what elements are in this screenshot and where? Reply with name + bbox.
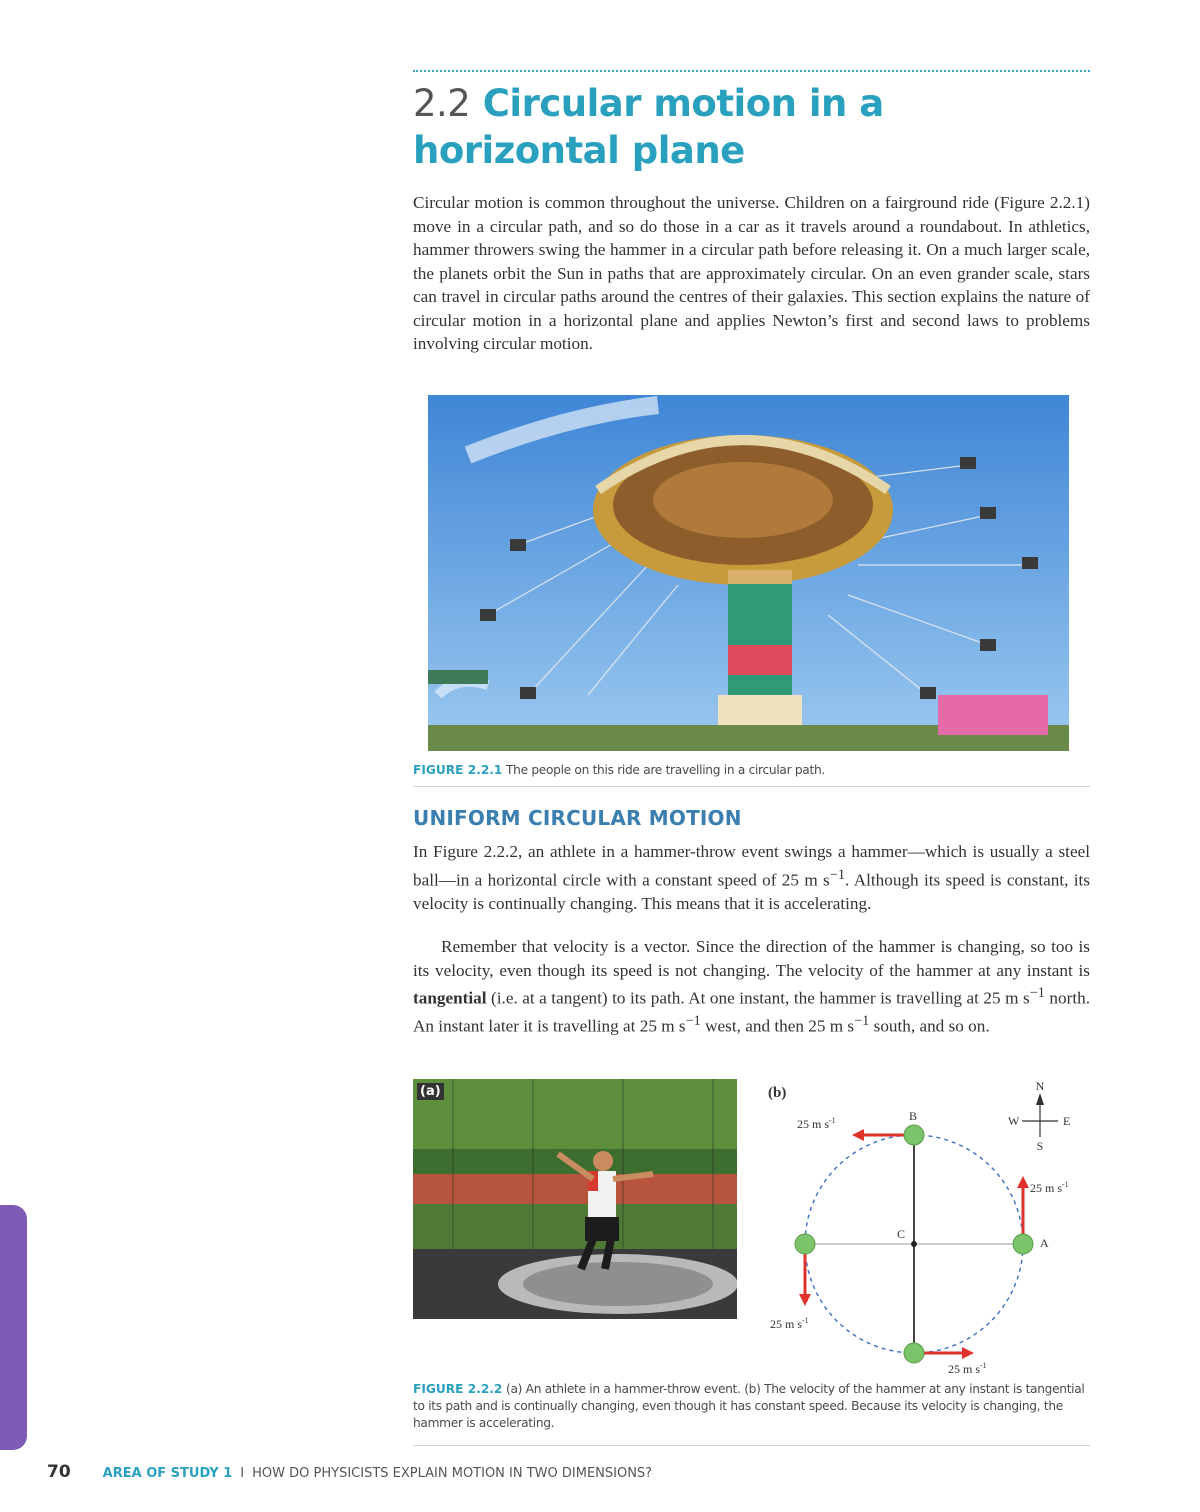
p2-sup-1: −1 bbox=[1029, 985, 1045, 1001]
ride-photo-illustration bbox=[428, 395, 1069, 751]
section-title-text: Circular motion in a horizontal plane bbox=[413, 82, 884, 172]
title-top-rule bbox=[413, 70, 1090, 72]
figure-2-caption-text: (a) An athlete in a hammer-throw event. (b) The velocity of the hammer at any instant is tangential to its path and is continually changing, even though it has constant speed. Because its velocity is changing, the hammer is accelerating. bbox=[413, 1382, 1085, 1430]
figure-1-caption bbox=[413, 762, 1090, 779]
figure-1-caption-text: The people on this ride are travelling in a circular path. bbox=[506, 763, 825, 777]
compass-east-label: E bbox=[1063, 1114, 1071, 1128]
compass-north-label: N bbox=[1035, 1079, 1045, 1093]
hammer-ball-a bbox=[1013, 1234, 1033, 1254]
velocity-arrow-west bbox=[852, 1129, 910, 1141]
ride-photo bbox=[428, 395, 1069, 751]
speed-label-north: 25 m $s^{-1}$ bbox=[1030, 1180, 1069, 1195]
caption-rule-2 bbox=[413, 1445, 1090, 1446]
footer-question: HOW DO PHYSICISTS EXPLAIN MOTION IN TWO DIMENSIONS? bbox=[252, 1466, 653, 1481]
point-a-label: A bbox=[1040, 1236, 1049, 1250]
p1-text-a: In Figure 2.2.2, an athlete in a hammer-throw event swings a hammer—which is usually a steel ball—in a horizontal circle with a constant speed of 25 m s bbox=[413, 842, 1090, 890]
p2-sup-3: −1 bbox=[854, 1013, 870, 1030]
speed-label-south: 25 m $s^{-1}$ bbox=[770, 1316, 809, 1331]
compass-north-arrow bbox=[1036, 1093, 1044, 1105]
p2-text-b: (i.e. at a tangent) to its path. At one instant, the hammer is travelling at 25 m s bbox=[486, 988, 1030, 1008]
subheading-uniform-circular-motion: UNIFORM CIRCULAR MOTION bbox=[413, 806, 742, 830]
section-title bbox=[413, 80, 1090, 174]
p2-sup-2: −1 bbox=[685, 1013, 701, 1030]
paragraph-1 bbox=[413, 840, 1090, 915]
footer-separator: I bbox=[240, 1466, 245, 1481]
p2-text-c: north. An instant later it is travelling at 25 m s bbox=[413, 988, 1091, 1036]
figure-1-label: FIGURE 2.2.1 bbox=[413, 763, 503, 777]
p2-text-e: south, and so on. bbox=[869, 1016, 990, 1036]
panel-b-label: (b) bbox=[768, 1085, 787, 1101]
figure-2-caption bbox=[413, 1381, 1090, 1432]
page-footer bbox=[47, 1462, 1147, 1482]
compass bbox=[1008, 1079, 1070, 1153]
chapter-side-tab bbox=[0, 1205, 27, 1450]
p2-text-d: west, and then 25 m s bbox=[700, 1016, 855, 1036]
velocity-arrow-south bbox=[799, 1248, 811, 1306]
p2-text-a: Remember that velocity is a vector. Since the direction of the hammer is changing, so too is its velocity, even though its speed is not changing. The velocity of the hammer at any instant is bbox=[413, 937, 1090, 980]
compass-south-label: S bbox=[1036, 1139, 1044, 1153]
velocity-arrow-north bbox=[1017, 1176, 1029, 1240]
panel-a-label: (a) bbox=[417, 1083, 444, 1100]
hammer-photo-illustration bbox=[413, 1079, 737, 1319]
p1-sup: −1 bbox=[829, 866, 845, 883]
caption-rule bbox=[413, 786, 1090, 787]
section-number: 2.2 bbox=[413, 82, 471, 125]
intro-paragraph: Circular motion is common throughout the universe. Children on a fairground ride (Figure 2.2.1) move in a circular path, and so do those in a car as it travels around a roundabout. In athletics, hammer throwers swing the hammer in a circular path before releasing it. On a much larger scale, the planets orbit the Sun in paths that are approximately circular. On an even grander scale, stars can travel in circular paths around the centres of their galaxies. This section explains the nature of circular motion in a horizontal plane and applies Newton’s first and second laws to problems involving circular motion. bbox=[413, 193, 1090, 353]
hammer-thrower-photo bbox=[413, 1079, 737, 1319]
hammer-ball-b bbox=[904, 1125, 924, 1145]
page-number: 70 bbox=[47, 1462, 71, 1482]
footer-area: AREA OF STUDY 1 bbox=[102, 1466, 233, 1481]
point-b-label: B bbox=[909, 1109, 918, 1123]
hammer-ball-south bbox=[904, 1343, 924, 1363]
centre-point bbox=[911, 1241, 917, 1247]
tangential-term: tangential bbox=[413, 988, 487, 1008]
figure-2-label: FIGURE 2.2.2 bbox=[413, 1382, 503, 1396]
paragraph-2 bbox=[413, 935, 1090, 1038]
velocity-diagram bbox=[760, 1075, 1090, 1380]
speed-label-east: 25 m $s^{-1}$ bbox=[948, 1361, 987, 1376]
centre-label: C bbox=[897, 1227, 906, 1241]
speed-label-west: 25 m $s^{-1}$ bbox=[797, 1116, 836, 1131]
hammer-ball-west bbox=[795, 1234, 815, 1254]
compass-west-label: W bbox=[1008, 1114, 1020, 1128]
p1-text-b: . Although its speed is constant, its velocity is continually changing. This means that it is accelerating. bbox=[413, 870, 1090, 913]
